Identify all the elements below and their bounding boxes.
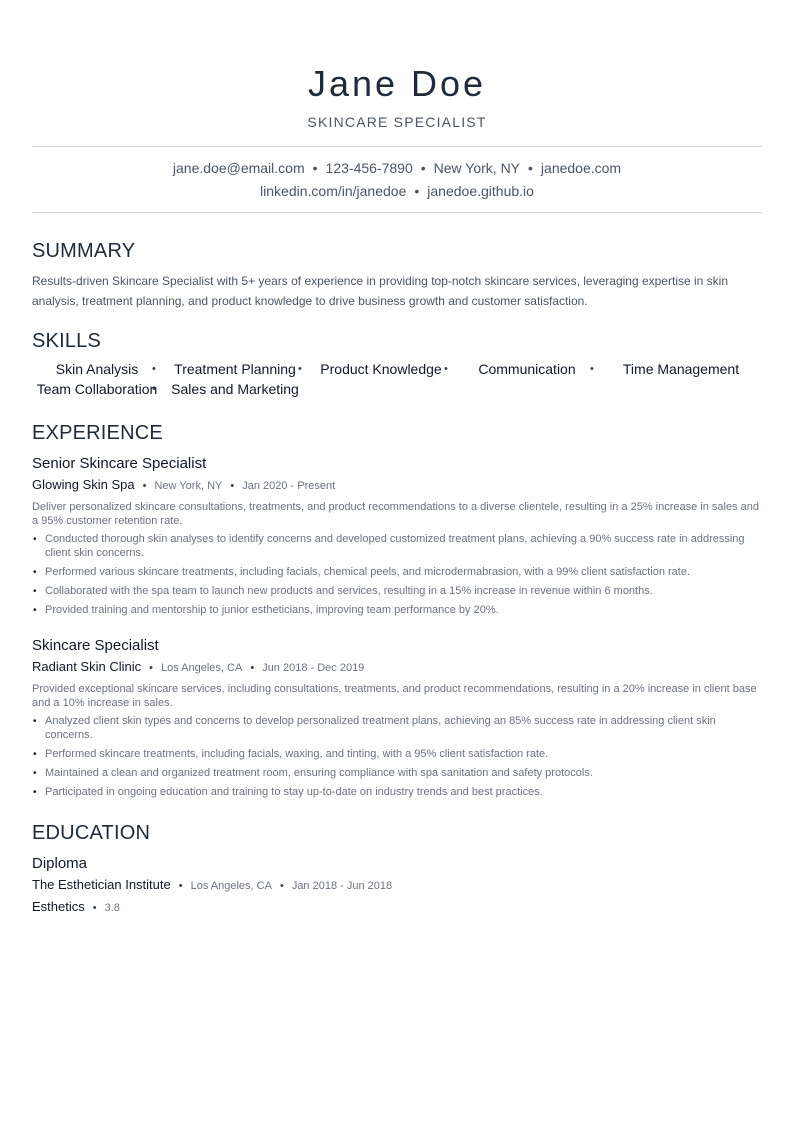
job-entry [32,637,762,799]
contact-linkedin[interactable]: linkedin.com/in/janedoe [260,183,407,199]
education-field: Esthetics [32,899,85,914]
job-meta [32,477,762,494]
job-company: Glowing Skin Spa [32,477,135,492]
separator: • [142,480,147,492]
summary-section [32,239,762,311]
list-item: • Conducted thorough skin analyses to identify concerns and developed customized treatment plans, achieving a 90% success rate in addressing client skin concerns. [32,532,762,560]
contact-phone[interactable]: 123-456-7890 [325,160,413,176]
education-degree: Diploma [32,855,88,872]
job-meta [32,659,762,676]
skill-item: • Sales and Marketing [162,381,308,397]
skill-item: • Product Knowledge [308,361,454,377]
education-meta [32,877,762,894]
list-item: • Maintained a clean and organized treatment room, ensuring compliance with spa sanitation and safety protocols. [32,766,762,780]
skill-item: Team Collaboration [36,381,158,397]
list-item: • Participated in ongoing education and training to stay up-to-date on industry trends and best practices. [32,785,762,799]
list-item: • Provided training and mentorship to junior estheticians, improving team performance by 20%. [32,603,762,617]
contact-info [32,146,762,213]
candidate-title: SKINCARE SPECIALIST [307,114,487,130]
separator: • [250,662,255,674]
separator: • [528,160,533,176]
job-bullets [32,532,762,617]
candidate-name: Jane Doe [307,63,487,104]
education-section [32,821,762,916]
separator: • [312,160,318,176]
list-item: • Analyzed client skin types and concerns to develop personalized treatment plans, achieving an 85% success rate in addressing client skin concerns. [32,714,762,742]
education-school: The Esthetician Institute [32,877,171,892]
job-dates: Jan 2020 - Present [242,480,336,492]
job-company: Radiant Skin Clinic [32,659,142,674]
separator: • [149,662,153,674]
skill-item: Skin Analysis [55,361,139,377]
education-heading: EDUCATION [32,822,151,844]
list-item: • Performed skincare treatments, including facials, waxing, and tinting, with a 95% client satisfaction rate. [32,747,762,761]
summary-heading: SUMMARY [32,240,136,262]
contact-email[interactable]: jane.doe@email.com [172,160,305,176]
list-item: • Collaborated with the spa team to launch new products and services, resulting in a 15% increase in revenue within 6 months. [32,584,762,598]
separator: • [230,480,235,492]
experience-section [32,421,762,799]
education-dates: Jan 2018 - Jun 2018 [291,880,393,892]
job-description: Deliver personalized skincare consultations, treatments, and product recommendations to a diverse clientele, resulting in a 25% increase in sales and a 95% customer retention rate. [32,501,759,527]
skills-section [32,329,762,397]
contact-location: New York, NY [433,160,521,176]
skill-item: • Time Management [600,361,762,377]
separator: • [92,902,97,914]
skills-list [32,361,762,397]
resume-header [32,0,762,130]
skill-item: • Communication [454,361,600,377]
contact-line-1 [32,157,762,180]
job-title: Skincare Specialist [32,637,159,654]
job-entry [32,455,762,617]
summary-text: Results-driven Skincare Specialist with 5+ years of experience in providing top-notch skincare services, leveraging expertise in skin analysis, treatment planning, and product knowledge to drive business growth and customer satisfaction. [32,274,728,308]
job-location: New York, NY [154,480,223,492]
skills-heading: SKILLS [32,330,102,352]
contact-line-2 [32,180,762,203]
separator: • [178,880,183,892]
job-bullets [32,714,762,799]
job-title: Senior Skincare Specialist [32,455,207,472]
job-location: Los Angeles, CA [160,662,243,674]
contact-website[interactable]: janedoe.com [540,160,622,176]
separator: • [420,160,426,176]
separator: • [279,880,284,892]
job-dates: Jun 2018 - Dec 2019 [262,662,365,674]
contact-github[interactable]: janedoe.github.io [427,183,534,199]
experience-heading: EXPERIENCE [32,422,163,444]
separator: • [414,183,420,199]
education-gpa: 3.8 [104,902,120,914]
education-location: Los Angeles, CA [190,880,272,892]
skill-item: • Treatment Planning [162,361,308,377]
education-field-line [32,899,762,916]
list-item: • Performed various skincare treatments, including facials, chemical peels, and microdermabrasion, with a 99% client satisfaction rate. [32,565,762,579]
job-description: Provided exceptional skincare services, including consultations, treatments, and product recommendations, resulting in a 20% increase in client base and a 10% increase in sales. [32,683,757,709]
